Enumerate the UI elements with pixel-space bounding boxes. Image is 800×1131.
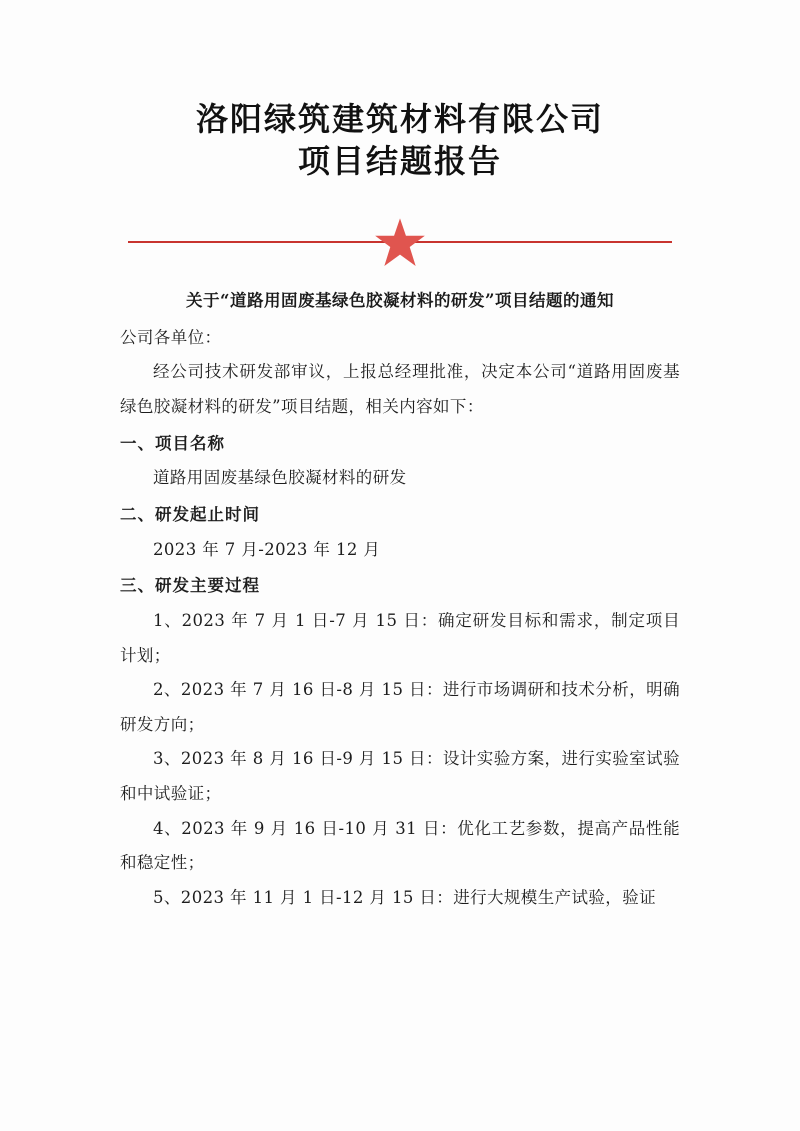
document-title — [120, 0, 680, 185]
process-item-1: 1、2023 年 7 月 1 日-7 月 15 日：确定研发目标和需求，制定项目计划； — [120, 610, 680, 665]
salutation: 公司各单位： — [120, 327, 222, 347]
section-heading-2: 二、研发起止时间 — [120, 504, 260, 524]
intro-paragraph: 经公司技术研发部审议，上报总经理批准，决定本公司“道路用固废基绿色胶凝材料的研发”项目结题，相关内容如下： — [120, 362, 680, 417]
process-item-4: 4、2023 年 9 月 16 日-10 月 31 日：优化工艺参数，提高产品性能和稳定性； — [120, 818, 680, 873]
section-heading-1: 一、项目名称 — [120, 433, 225, 453]
company-name: 洛阳绿筑建筑材料有限公司 — [195, 100, 604, 138]
red-star-icon — [373, 217, 427, 269]
process-item-3: 3、2023 年 8 月 16 日-9 月 15 日：设计实验方案，进行实验室试验和中试验证； — [120, 749, 680, 804]
section-heading-3: 三、研发主要过程 — [120, 576, 260, 596]
notice-subject: 关于“道路用固废基绿色胶凝材料的研发”项目结题的通知 — [186, 290, 614, 310]
section-content-1: 道路用固废基绿色胶凝材料的研发 — [153, 468, 407, 488]
section-content-2: 2023 年 7 月-2023 年 12 月 — [153, 539, 381, 559]
process-item-5: 5、2023 年 11 月 1 日-12 月 15 日：进行大规模生产试验，验证 — [153, 888, 657, 908]
report-type: 项目结题报告 — [297, 142, 502, 181]
red-divider — [120, 213, 680, 269]
process-item-2: 2、2023 年 7 月 16 日-8 月 15 日：进行市场调研和技术分析，明确研发方向； — [120, 680, 680, 734]
